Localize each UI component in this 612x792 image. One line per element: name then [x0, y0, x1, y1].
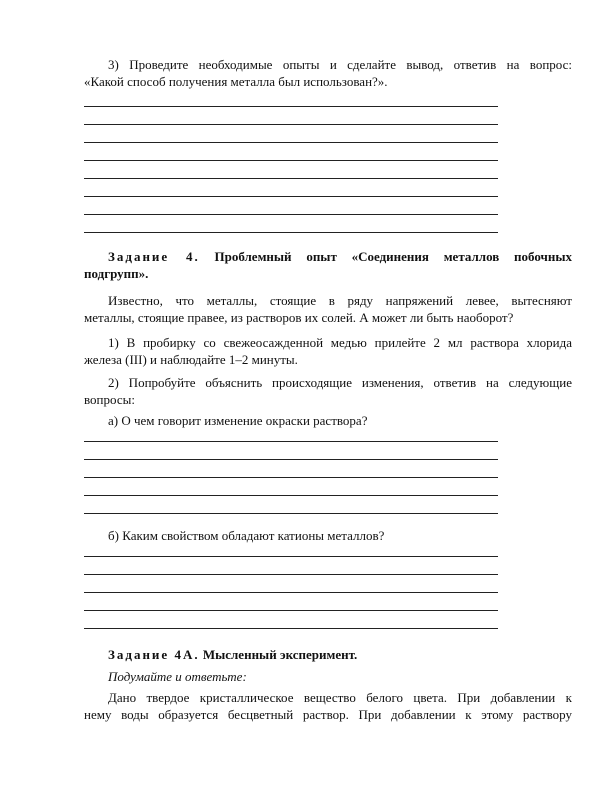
answer-lines-step-3[interactable] [84, 89, 498, 233]
answer-line[interactable] [84, 478, 498, 496]
answer-line[interactable] [84, 442, 498, 460]
answer-line[interactable] [84, 89, 498, 107]
task-4-step-2-line-2: вопросы: [84, 392, 135, 407]
answer-line[interactable] [84, 215, 498, 233]
task-4-title-line-2: подгрупп». [84, 266, 149, 281]
answer-line[interactable] [84, 557, 498, 575]
answer-line[interactable] [84, 125, 498, 143]
task-4-intro [84, 292, 572, 326]
question-a-text: а) О чем говорит изменение окраски раствора? [108, 413, 368, 428]
task-4a-prompt-text: Подумайте и ответьте: [108, 669, 247, 684]
answer-line[interactable] [84, 161, 498, 179]
task-4a-text [84, 689, 572, 723]
task-4-label: Задание 4. [108, 249, 200, 264]
answer-line[interactable] [84, 424, 498, 442]
task-4a-prompt [84, 668, 572, 685]
task-4-heading [84, 248, 572, 282]
task-4a-label: Задание 4А. [108, 647, 200, 662]
answer-line[interactable] [84, 593, 498, 611]
task-4a-text-line-1: Дано твердое кристаллическое вещество белого цвета. При добавлении к [108, 690, 572, 705]
task-4-title-line-1: Проблемный опыт «Соединения металлов побочных [214, 249, 572, 264]
answer-line[interactable] [84, 575, 498, 593]
task-4-intro-line-1: Известно, что металлы, стоящие в ряду напряжений левее, вытесняют [108, 293, 572, 308]
step-3-line-1: 3) Проведите необходимые опыты и сделайте вывод, ответив на вопрос: [108, 57, 572, 72]
answer-line[interactable] [84, 496, 498, 514]
answer-line[interactable] [84, 107, 498, 125]
task-4-step-2 [84, 374, 572, 408]
task-4a-text-line-2: нему воды образуется бесцветный раствор. При добавлении к этому раствору [84, 707, 572, 722]
task-4-intro-line-2: металлы, стоящие правее, из растворов их солей. А может ли быть наоборот? [84, 310, 514, 325]
task-4-step-1-line-1: 1) В пробирку со свежеосажденной медью прилейте 2 мл раствора хлорида [108, 335, 572, 350]
answer-line[interactable] [84, 539, 498, 557]
answer-line[interactable] [84, 179, 498, 197]
task-4a-heading [84, 646, 572, 663]
step-3-block [84, 56, 572, 90]
question-b-text: б) Каким свойством обладают катионы металлов? [108, 528, 385, 543]
task-4-step-1-line-2: железа (III) и наблюдайте 1–2 минуты. [84, 352, 298, 367]
answer-lines-question-b[interactable] [84, 539, 498, 629]
answer-line[interactable] [84, 460, 498, 478]
task-4-step-2-line-1: 2) Попробуйте объяснить происходящие изменения, ответив на следующие [108, 375, 572, 390]
answer-line[interactable] [84, 143, 498, 161]
task-4-step-1 [84, 334, 572, 368]
answer-line[interactable] [84, 611, 498, 629]
answer-line[interactable] [84, 197, 498, 215]
task-4a-title: Мысленный эксперимент. [202, 647, 358, 662]
answer-lines-question-a[interactable] [84, 424, 498, 514]
step-3-line-2: «Какой способ получения металла был использован?». [84, 74, 388, 89]
